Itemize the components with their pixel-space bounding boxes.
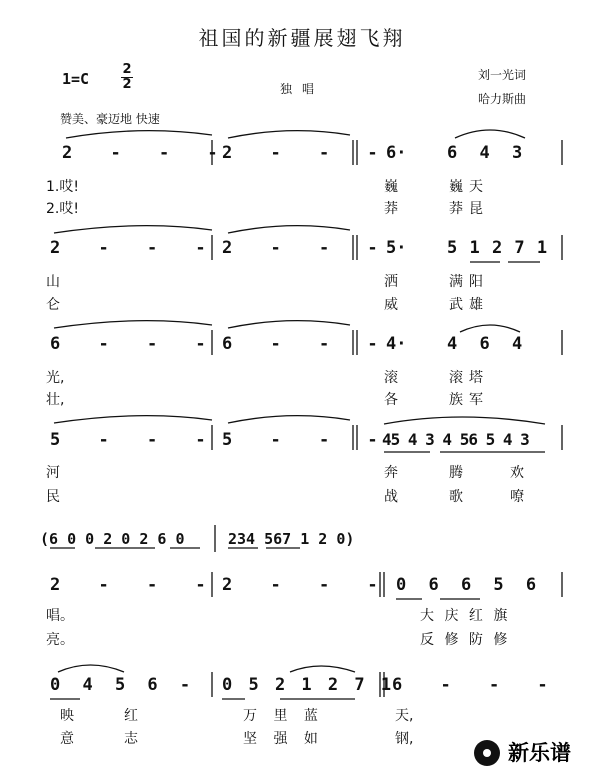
- lyric: 歌: [449, 489, 463, 505]
- lyric: 河: [46, 465, 60, 481]
- note-group: 5·: [386, 238, 407, 258]
- note-group: 4 6 4: [447, 334, 529, 354]
- note-group: 234 567 1 2 0): [228, 530, 355, 548]
- lyric: 万 里 蓝: [243, 708, 324, 724]
- lyric: 天,: [395, 708, 414, 724]
- note-group: 6 - - -: [50, 334, 220, 354]
- song-title: 祖国的新疆展翅飞翔: [198, 26, 406, 50]
- lyric: 战: [384, 489, 398, 505]
- lyric: 武雄: [449, 297, 489, 313]
- note-group: 6 - - -: [392, 675, 562, 695]
- lyric: 壮,: [46, 392, 65, 408]
- lyric: 腾: [449, 465, 463, 481]
- lyric: 唱。: [46, 608, 74, 624]
- note-group: 4·: [386, 334, 407, 354]
- lyric: 各: [384, 392, 398, 408]
- note-group: 2 - - -: [222, 238, 392, 258]
- lyric: 坚 强 如: [243, 731, 324, 747]
- lyric: 山: [46, 274, 60, 290]
- note-group: 6·: [386, 143, 407, 163]
- lyric: 威: [384, 297, 398, 313]
- lyric: 光,: [46, 370, 65, 386]
- lyric: 欢: [510, 465, 524, 481]
- note-group: 45 4 3 4 56 5 4 3: [382, 430, 529, 449]
- performance-type: 独唱: [280, 82, 325, 96]
- note-group: 2 - - -: [222, 575, 392, 595]
- lyric: 仑: [46, 297, 60, 313]
- lyric: 1.哎!: [46, 179, 79, 195]
- note-group: 0 5 2 1 2 7 1: [222, 675, 395, 695]
- lyric: 红: [124, 708, 138, 724]
- note-group: 6 4 3: [447, 143, 529, 163]
- lyric: 滚: [384, 370, 398, 386]
- note-group: (6 0 0 2 0 2 6 0: [40, 530, 185, 548]
- lyric: 巍天: [449, 179, 489, 195]
- note-group: 2 - - -: [62, 143, 232, 163]
- lyric: 满阳: [449, 274, 489, 290]
- lyricist: 刘一光词: [478, 68, 527, 82]
- lyric: 反 修 防 修: [420, 632, 511, 648]
- lyric: 莽: [384, 201, 398, 217]
- lyric: 亮。: [46, 632, 74, 648]
- lyric: 嘹: [510, 489, 524, 505]
- lyric: 钢,: [395, 731, 414, 747]
- lyric: 族军: [449, 392, 489, 408]
- lyric: 巍: [384, 179, 398, 195]
- lyric: 志: [124, 731, 138, 747]
- logo-disc-icon: [474, 740, 500, 766]
- note-group: 5 - - -: [222, 430, 392, 450]
- lyric: 奔: [384, 465, 398, 481]
- note-group: 2 - - -: [222, 143, 392, 163]
- tempo-marking: 赞美、豪迈地 快速: [60, 112, 160, 126]
- lyric: 民: [46, 489, 60, 505]
- lyric: 洒: [384, 274, 398, 290]
- note-group: 5 1 2 7 1: [447, 238, 549, 258]
- meter-bottom: 2: [122, 77, 132, 92]
- lyric: 映: [60, 708, 74, 724]
- note-group: 5 - - -: [50, 430, 220, 450]
- site-logo: 新乐谱: [508, 741, 571, 765]
- meter-top: 2: [122, 62, 132, 77]
- composer: 哈力斯曲: [478, 92, 527, 106]
- lyric: 莽昆: [449, 201, 489, 217]
- note-group: 2 - - -: [50, 238, 220, 258]
- note-group: 0 6 6 5 6: [396, 575, 543, 595]
- lyric: 大 庆 红 旗: [420, 608, 511, 624]
- note-group: 6 - - -: [222, 334, 392, 354]
- lyric: 滚塔: [449, 370, 489, 386]
- note-group: 0 4 5 6 -: [50, 675, 197, 695]
- lyric: 2.哎!: [46, 201, 79, 217]
- lyric: 意: [60, 731, 74, 747]
- key-signature: 1=C: [62, 70, 90, 88]
- note-group: 2 - - -: [50, 575, 220, 595]
